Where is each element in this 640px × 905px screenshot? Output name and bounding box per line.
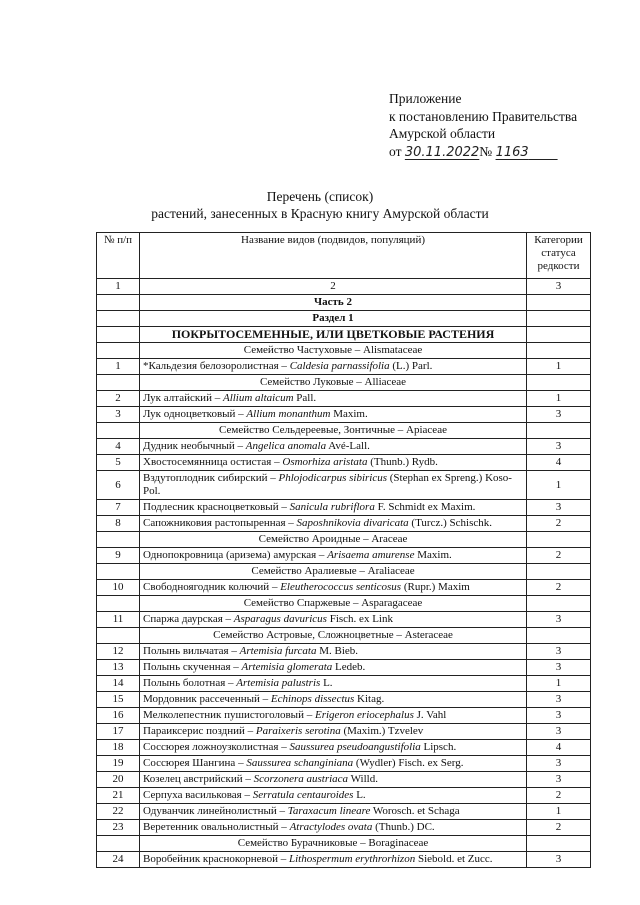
table-row [97, 692, 591, 708]
row-number: 9 [97, 548, 140, 564]
status-category: 1 [527, 359, 591, 375]
status-category: 3 [527, 692, 591, 708]
family-row [97, 343, 591, 359]
species-name: Однопокровница (аризема) амурская – Arisaema amurense Maxim. [140, 548, 527, 564]
row-number: 1 [97, 359, 140, 375]
row-number: 13 [97, 660, 140, 676]
document-title [0, 188, 640, 222]
species-name: Лук одноцветковый – Allium monanthum Maxim. [140, 407, 527, 423]
decree-number: 1163 [495, 144, 529, 160]
status-category: 2 [527, 548, 591, 564]
family-row [97, 532, 591, 548]
family-label: Семейство Спаржевые – Asparagaceae [140, 596, 527, 612]
status-category: 2 [527, 788, 591, 804]
species-name: Лук алтайский – Allium altaicum Pall. [140, 391, 527, 407]
col-category-header: Категории статуса редкости [527, 233, 591, 279]
col-index: 1 [97, 279, 140, 295]
row-number: 7 [97, 500, 140, 516]
species-name: Вздутоплодник сибирский – Phlojodicarpus sibiricus (Stephan ex Spreng.) Koso-Pol. [140, 471, 527, 500]
status-category: 3 [527, 756, 591, 772]
table-row [97, 439, 591, 455]
date-prefix: от [389, 143, 402, 159]
table-row [97, 740, 591, 756]
species-name: Одуванчик линейнолистный – Taraxacum lineare Worosch. et Schaga [140, 804, 527, 820]
family-label: Семейство Ароидные – Araceae [140, 532, 527, 548]
division-label: ПОКРЫТОСЕМЕННЫЕ, ИЛИ ЦВЕТКОВЫЕ РАСТЕНИЯ [140, 327, 527, 343]
row-number: 20 [97, 772, 140, 788]
species-name: Полынь болотная – Artemisia palustris L. [140, 676, 527, 692]
family-row [97, 628, 591, 644]
table-row [97, 852, 591, 868]
title-line-1: Перечень (список) [266, 189, 374, 204]
species-name: Мелколепестник пушистоголовый – Erigeron eriocephalus J. Vahl [140, 708, 527, 724]
status-category: 3 [527, 772, 591, 788]
table-row [97, 644, 591, 660]
species-name: Подлесник красноцветковый – Sanicula rubriflora F. Schmidt ex Maxim. [140, 500, 527, 516]
number-prefix: № [479, 143, 493, 159]
family-row [97, 375, 591, 391]
species-name: *Кальдезия белозоролистная – Caldesia parnassifolia (L.) Parl. [140, 359, 527, 375]
species-name: Свободноягодник колючий – Eleutherococcus senticosus (Rupr.) Maxim [140, 580, 527, 596]
status-category: 3 [527, 439, 591, 455]
table-row [97, 788, 591, 804]
col-index: 2 [140, 279, 527, 295]
table-row [97, 359, 591, 375]
decree-date: 30.11.2022 [404, 144, 480, 160]
status-category: 4 [527, 740, 591, 756]
table-row [97, 724, 591, 740]
species-name: Серпуха васильковая – Serratula centauroides L. [140, 788, 527, 804]
species-name: Дудник необычный – Angelica anomala Avé-Lall. [140, 439, 527, 455]
row-number: 22 [97, 804, 140, 820]
row-number: 21 [97, 788, 140, 804]
row-number: 23 [97, 820, 140, 836]
row-number: 10 [97, 580, 140, 596]
col-name-header: Название видов (подвидов, популяций) [140, 233, 527, 279]
status-category: 2 [527, 516, 591, 532]
table-row [97, 580, 591, 596]
species-table [96, 232, 591, 868]
table-row [97, 756, 591, 772]
status-category: 3 [527, 660, 591, 676]
family-label: Семейство Сельдерeевые, Зонтичные – Apiaceae [140, 423, 527, 439]
table-row [97, 407, 591, 423]
row-number: 17 [97, 724, 140, 740]
column-index-row [97, 279, 591, 295]
species-name: Сапожниковия растопыренная – Saposhnikovia divaricata (Turcz.) Schischk. [140, 516, 527, 532]
status-category: 2 [527, 820, 591, 836]
decree-reference: к постановлению Правительства [389, 108, 578, 124]
table-row [97, 500, 591, 516]
status-category: 3 [527, 407, 591, 423]
region-name: Амурской области [389, 126, 496, 141]
status-category: 3 [527, 644, 591, 660]
status-category: 3 [527, 612, 591, 628]
row-number: 4 [97, 439, 140, 455]
family-label: Семейство Частуховые – Alismataceae [140, 343, 527, 359]
col-index: 3 [527, 279, 591, 295]
family-label: Семейство Аралиевые – Araliaceae [140, 564, 527, 580]
section-label: Раздел 1 [140, 311, 527, 327]
table-row [97, 391, 591, 407]
table-row [97, 660, 591, 676]
species-name: Спаржа даурская – Asparagus davuricus Fisch. ex Link [140, 612, 527, 628]
species-name: Веретенник овальнолистный – Atractylodes ovata (Thunb.) DC. [140, 820, 527, 836]
family-label: Семейство Бурачниковые – Boraginaceae [140, 836, 527, 852]
family-row [97, 596, 591, 612]
status-category: 3 [527, 708, 591, 724]
document-header [389, 90, 577, 161]
status-category: 3 [527, 852, 591, 868]
row-number: 2 [97, 391, 140, 407]
species-name: Полынь вильчатая – Artemisia furcata M. Bieb. [140, 644, 527, 660]
division-row [97, 327, 591, 343]
family-label: Семейство Астровые, Сложноцветные – Asteraceae [140, 628, 527, 644]
part-row [97, 295, 591, 311]
status-category: 2 [527, 580, 591, 596]
table-row [97, 471, 591, 500]
part-label: Часть 2 [140, 295, 527, 311]
family-label: Семейство Луковые – Alliaceae [140, 375, 527, 391]
status-category: 3 [527, 500, 591, 516]
status-category: 1 [527, 804, 591, 820]
row-number: 3 [97, 407, 140, 423]
appendix-label: Приложение [389, 91, 462, 106]
row-number: 8 [97, 516, 140, 532]
title-line-2: растений, занесенных в Красную книгу Амурской области [151, 206, 489, 221]
row-number: 14 [97, 676, 140, 692]
status-category: 4 [527, 455, 591, 471]
status-category: 1 [527, 391, 591, 407]
col-number-header: № п/п [97, 233, 140, 279]
status-category: 1 [527, 676, 591, 692]
species-name: Соссюрея Шангина – Saussurea schanginiana (Wydler) Fisch. ex Serg. [140, 756, 527, 772]
species-name: Полынь скученная – Artemisia glomerata Ledeb. [140, 660, 527, 676]
family-row [97, 836, 591, 852]
table-row [97, 612, 591, 628]
table-row [97, 516, 591, 532]
row-number: 18 [97, 740, 140, 756]
row-number: 24 [97, 852, 140, 868]
row-number: 19 [97, 756, 140, 772]
row-number: 11 [97, 612, 140, 628]
section-row [97, 311, 591, 327]
row-number: 16 [97, 708, 140, 724]
table-row [97, 804, 591, 820]
table-row [97, 676, 591, 692]
row-number: 5 [97, 455, 140, 471]
species-name: Козелец австрийский – Scorzonera austriaca Willd. [140, 772, 527, 788]
species-name: Параиксерис поздний – Paraixeris serotina (Maxim.) Tzvelev [140, 724, 527, 740]
status-category: 1 [527, 471, 591, 500]
species-name: Мордовник рассеченный – Echinops dissectus Kitag. [140, 692, 527, 708]
row-number: 15 [97, 692, 140, 708]
date-number-line [389, 143, 577, 162]
family-row [97, 564, 591, 580]
table-row [97, 455, 591, 471]
species-name: Соссюрея ложноузколистная – Saussurea pseudoangustifolia Lipsch. [140, 740, 527, 756]
table-row [97, 772, 591, 788]
species-name: Воробейник краснокорневой – Lithospermum erythrorhizon Siebold. et Zucc. [140, 852, 527, 868]
species-name: Хвостосемянница остистая – Osmorhiza aristata (Thunb.) Rydb. [140, 455, 527, 471]
family-row [97, 423, 591, 439]
row-number: 6 [97, 471, 140, 500]
table-row [97, 708, 591, 724]
status-category: 3 [527, 724, 591, 740]
table-row [97, 820, 591, 836]
table-row [97, 548, 591, 564]
table-header-row [97, 233, 591, 279]
row-number: 12 [97, 644, 140, 660]
